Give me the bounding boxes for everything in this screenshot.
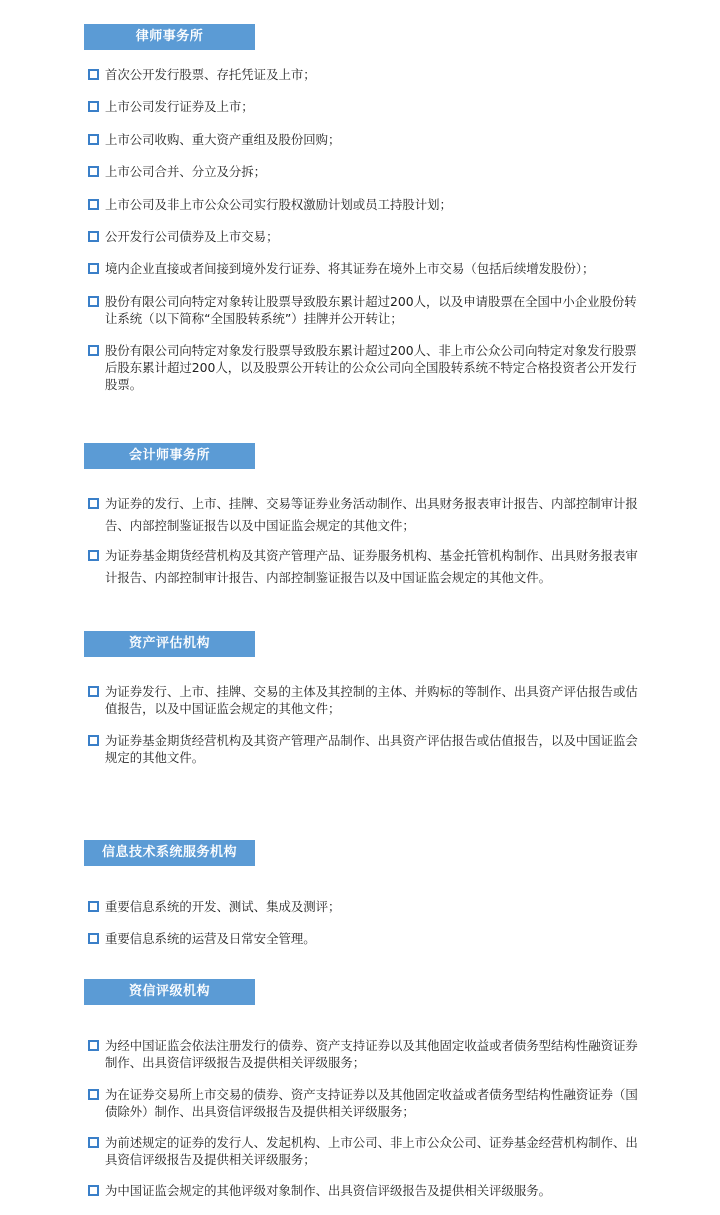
list-item: 为证券基金期货经营机构及其资产管理产品制作、出具资产评估报告或估值报告，以及中国证监会规定的其他文件。 [88, 732, 648, 766]
section-header-asset-appraisal: 资产评估机构 [84, 631, 255, 657]
list-item: 首次公开发行股票、存托凭证及上市； [88, 66, 648, 83]
section-header-credit-rating: 资信评级机构 [84, 979, 255, 1005]
square-bullet-icon [88, 1089, 99, 1100]
square-bullet-icon [88, 550, 99, 561]
list-item: 为中国证监会规定的其他评级对象制作、出具资信评级报告及提供相关评级服务。 [88, 1182, 648, 1199]
square-bullet-icon [88, 199, 99, 210]
square-bullet-icon [88, 1040, 99, 1051]
square-bullet-icon [88, 498, 99, 509]
list-item: 为在证券交易所上市交易的债券、资产支持证券以及其他固定收益或者债务型结构性融资证券（国债除外）制作、出具资信评级报告及提供相关评级服务； [88, 1086, 648, 1120]
square-bullet-icon [88, 345, 99, 356]
section-header-law-firm: 律师事务所 [84, 24, 255, 50]
square-bullet-icon [88, 231, 99, 242]
list-item: 境内企业直接或者间接到境外发行证券、将其证券在境外上市交易（包括后续增发股份）； [88, 260, 648, 277]
square-bullet-icon [88, 101, 99, 112]
list-item: 股份有限公司向特定对象发行股票导致股东累计超过200人、非上市公众公司向特定对象发行股票后股东累计超过200人，以及股票公开转让的公众公司向全国股转系统不特定合格投资者公开发行股票。 [88, 342, 648, 393]
list-item: 为证券发行、上市、挂牌、交易的主体及其控制的主体、并购标的等制作、出具资产评估报告或估值报告，以及中国证监会规定的其他文件； [88, 683, 648, 717]
list-item: 股份有限公司向特定对象转让股票导致股东累计超过200人，以及申请股票在全国中小企业股份转让系统（以下简称“全国股转系统”）挂牌并公开转让； [88, 293, 648, 327]
list-item: 上市公司及非上市公众公司实行股权激励计划或员工持股计划； [88, 196, 648, 213]
list-item: 重要信息系统的开发、测试、集成及测评； [88, 898, 648, 915]
list-item: 重要信息系统的运营及日常安全管理。 [88, 930, 648, 947]
section-header-accounting-firm: 会计师事务所 [84, 443, 255, 469]
list-item: 为证券的发行、上市、挂牌、交易等证券业务活动制作、出具财务报表审计报告、内部控制审计报告、内部控制鉴证报告以及中国证监会规定的其他文件； [88, 493, 648, 537]
list-item: 为前述规定的证券的发行人、发起机构、上市公司、非上市公众公司、证券基金经营机构制作、出具资信评级报告及提供相关评级服务； [88, 1134, 648, 1168]
square-bullet-icon [88, 1137, 99, 1148]
square-bullet-icon [88, 69, 99, 80]
section-header-it-services: 信息技术系统服务机构 [84, 840, 255, 866]
list-item: 上市公司合并、分立及分拆； [88, 163, 648, 180]
list-item: 上市公司收购、重大资产重组及股份回购； [88, 131, 648, 148]
square-bullet-icon [88, 933, 99, 944]
list-item: 公开发行公司债券及上市交易； [88, 228, 648, 245]
list-item: 为证券基金期货经营机构及其资产管理产品、证券服务机构、基金托管机构制作、出具财务报表审计报告、内部控制审计报告、内部控制鉴证报告以及中国证监会规定的其他文件。 [88, 545, 648, 589]
square-bullet-icon [88, 296, 99, 307]
square-bullet-icon [88, 263, 99, 274]
square-bullet-icon [88, 1185, 99, 1196]
list-item: 为经中国证监会依法注册发行的债券、资产支持证券以及其他固定收益或者债务型结构性融资证券制作、出具资信评级报告及提供相关评级服务； [88, 1037, 648, 1071]
square-bullet-icon [88, 686, 99, 697]
square-bullet-icon [88, 166, 99, 177]
square-bullet-icon [88, 134, 99, 145]
square-bullet-icon [88, 735, 99, 746]
square-bullet-icon [88, 901, 99, 912]
list-item: 上市公司发行证券及上市； [88, 98, 648, 115]
